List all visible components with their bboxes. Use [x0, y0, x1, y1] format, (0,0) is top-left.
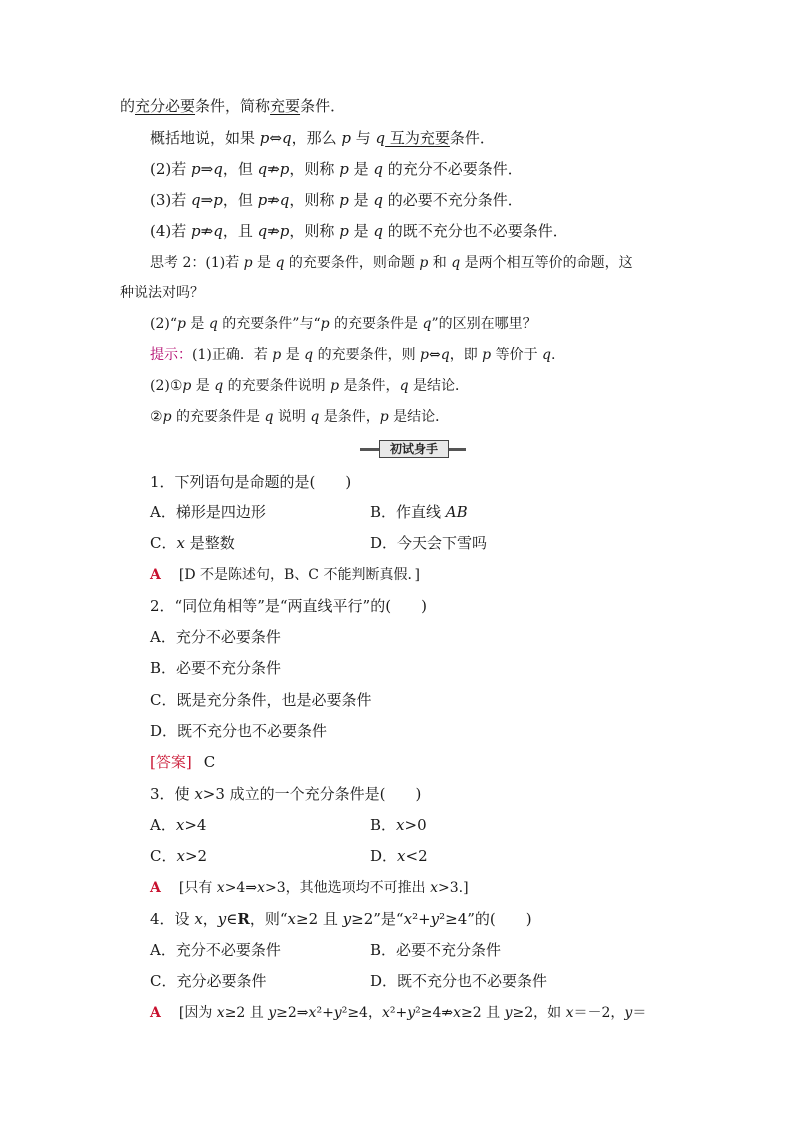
option-d: D．既不充分也不必要条件: [370, 972, 548, 990]
option-a: A．梯形是四边形: [150, 503, 266, 521]
option-d: D．x<2: [370, 847, 428, 865]
option-b: B．必要不充分条件: [150, 659, 282, 677]
option-b: B．作直线 AB: [370, 503, 468, 521]
text-line: (2)①p 是 q 的充要条件说明 p 是条件，q 是结论．: [150, 378, 469, 394]
option-a: A．x>4: [150, 816, 207, 834]
text-line: (2)若 p⇒q，但 q⇏p，则称 p 是 q 的充分不必要条件．: [150, 160, 523, 178]
answer-letter: A: [150, 1005, 161, 1021]
option-a: A．充分不必要条件: [150, 941, 281, 959]
option-d: D．既不充分也不必要条件: [150, 722, 328, 740]
text-line: (3)若 q⇒p，但 p⇏q，则称 p 是 q 的必要不充分条件．: [150, 191, 523, 209]
banner-bar-right: [446, 448, 466, 451]
question-stem: 4．设 x，y∈R，则“x≥2 且 y≥2”是“x²+y²≥4”的( ): [150, 910, 532, 928]
hint-line: 提示：(1)正确．若 p 是 q 的充要条件，则 p⇔q，即 p 等价于 q.: [150, 347, 556, 363]
explanation: [D 不是陈述句，B、C 不能判断真假．]: [178, 567, 420, 583]
think-question: 思考 2：(1)若 p 是 q 的充要条件，则命题 p 和 q 是两个相互等价的命题，这: [150, 255, 633, 271]
option-b: B．必要不充分条件: [370, 941, 502, 959]
option-c: C．既是充分条件，也是必要条件: [150, 691, 372, 709]
banner-bar-left: [360, 448, 380, 451]
section-banner: [360, 440, 466, 456]
answer-letter: A: [150, 567, 161, 583]
answer-letter: A: [150, 880, 161, 896]
answer-line: A [只有 x>4⇒x>3，其他选项均不可推出 x>3.]: [150, 880, 469, 896]
option-c: C．x 是整数: [150, 534, 235, 552]
text-line: 种说法对吗？: [120, 285, 204, 301]
answer-line: [150, 752, 215, 772]
answer-label: [答案]: [150, 753, 192, 771]
text-line: (2)“p 是 q 的充要条件”与“p 的充要条件是 q”的区别在哪里？: [150, 316, 537, 332]
text-line: 的充分必要条件，简称充要条件．: [120, 97, 346, 115]
text-line: 概括地说，如果 p⇔q，那么 p 与 q 互为充要条件．: [150, 129, 495, 147]
answer-line: [150, 565, 420, 585]
option-c: C．x>2: [150, 847, 208, 865]
option-b: B．x>0: [370, 816, 427, 834]
option-c: C．充分必要条件: [150, 972, 267, 990]
answer-value: C: [203, 753, 216, 771]
question-stem: 1．下列语句是命题的是( ): [150, 473, 352, 491]
banner-title: 初试身手: [379, 440, 449, 458]
text-line: ②p 的充要条件是 q 说明 q 是条件，p 是结论．: [150, 409, 450, 425]
text-line: (4)若 p⇏q，且 q⇏p，则称 p 是 q 的既不充分也不必要条件．: [150, 222, 568, 240]
option-d: D．今天会下雪吗: [370, 534, 488, 552]
question-stem: 3．使 x>3 成立的一个充分条件是( ): [150, 785, 422, 803]
question-stem: 2．“同位角相等”是“两直线平行”的( ): [150, 597, 427, 615]
option-a: A．充分不必要条件: [150, 628, 281, 646]
answer-line: A [因为 x≥2 且 y≥2⇒x²+y²≥4，x²+y²≥4⇏x≥2 且 y≥2，如 x＝－2，y＝: [150, 1005, 647, 1021]
hint-label: 提示：: [150, 347, 192, 363]
